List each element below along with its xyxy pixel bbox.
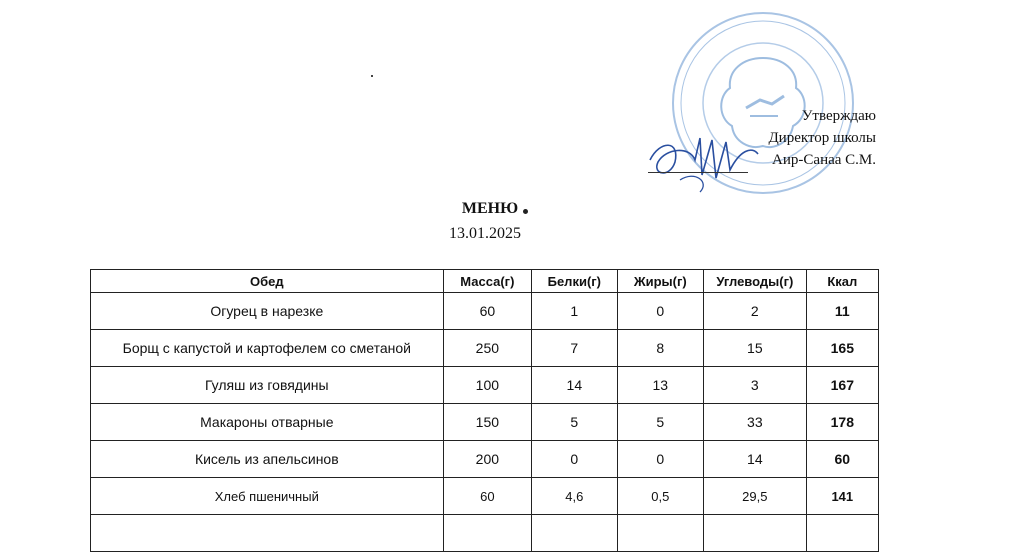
cell-mass: 150 <box>443 404 531 441</box>
cell-dish: Огурец в нарезке <box>91 293 444 330</box>
col-header-carbs: Углеводы(г) <box>704 270 807 293</box>
table-row <box>91 478 879 515</box>
page-title: МЕНЮ <box>461 200 519 217</box>
cell-mass: 100 <box>443 367 531 404</box>
cell-fat: 8 <box>617 330 703 367</box>
cell-mass <box>443 515 531 552</box>
cell-mass: 60 <box>443 478 531 515</box>
cell-protein: 14 <box>532 367 617 404</box>
cell-carbs <box>704 515 807 552</box>
cell-fat: 0 <box>617 293 703 330</box>
cell-kcal <box>806 515 878 552</box>
cell-kcal: 60 <box>806 441 878 478</box>
cell-protein: 5 <box>532 404 617 441</box>
cell-protein: 4,6 <box>532 478 617 515</box>
table-row <box>91 367 879 404</box>
col-header-kcal: Ккал <box>806 270 878 293</box>
cell-carbs: 3 <box>704 367 807 404</box>
col-header-meal: Обед <box>91 270 444 293</box>
cell-carbs: 2 <box>704 293 807 330</box>
table-row <box>91 330 879 367</box>
cell-carbs: 15 <box>704 330 807 367</box>
cell-dish: Гуляш из говядины <box>91 367 444 404</box>
menu-table <box>90 269 879 552</box>
table-row <box>91 441 879 478</box>
cell-carbs: 14 <box>704 441 807 478</box>
cell-dish: Хлеб пшеничный <box>91 478 444 515</box>
cell-kcal: 165 <box>806 330 878 367</box>
menu-date: 13.01.2025 <box>449 225 521 242</box>
cell-dish <box>91 515 444 552</box>
signature-line <box>648 172 748 173</box>
cell-dish: Кисель из апельсинов <box>91 441 444 478</box>
approval-name: Аир-Санаа С.М. <box>772 152 876 168</box>
table-header-row <box>91 270 879 293</box>
cell-carbs: 33 <box>704 404 807 441</box>
cell-protein <box>532 515 617 552</box>
col-header-fat: Жиры(г) <box>617 270 703 293</box>
cell-kcal: 167 <box>806 367 878 404</box>
cell-fat <box>617 515 703 552</box>
cell-mass: 250 <box>443 330 531 367</box>
cell-fat: 0 <box>617 441 703 478</box>
cell-dish: Борщ с капустой и картофелем со сметаной <box>91 330 444 367</box>
cell-kcal: 178 <box>806 404 878 441</box>
cell-fat: 13 <box>617 367 703 404</box>
cell-fat: 5 <box>617 404 703 441</box>
cell-mass: 200 <box>443 441 531 478</box>
table-row-empty <box>91 515 879 552</box>
approval-position: Директор школы <box>768 130 876 146</box>
cell-protein: 0 <box>532 441 617 478</box>
cell-dish: Макароны отварные <box>91 404 444 441</box>
cell-protein: 1 <box>532 293 617 330</box>
signature <box>640 120 770 200</box>
cell-mass: 60 <box>443 293 531 330</box>
cell-protein: 7 <box>532 330 617 367</box>
cell-kcal: 141 <box>806 478 878 515</box>
col-header-protein: Белки(г) <box>532 270 617 293</box>
table-row <box>91 404 879 441</box>
table-row <box>91 293 879 330</box>
cell-fat: 0,5 <box>617 478 703 515</box>
col-header-mass: Масса(г) <box>443 270 531 293</box>
scan-speck <box>371 75 373 77</box>
approval-block <box>768 105 876 171</box>
approval-label: Утверждаю <box>801 108 876 124</box>
cell-kcal: 11 <box>806 293 878 330</box>
cell-carbs: 29,5 <box>704 478 807 515</box>
title-dot <box>523 209 528 214</box>
